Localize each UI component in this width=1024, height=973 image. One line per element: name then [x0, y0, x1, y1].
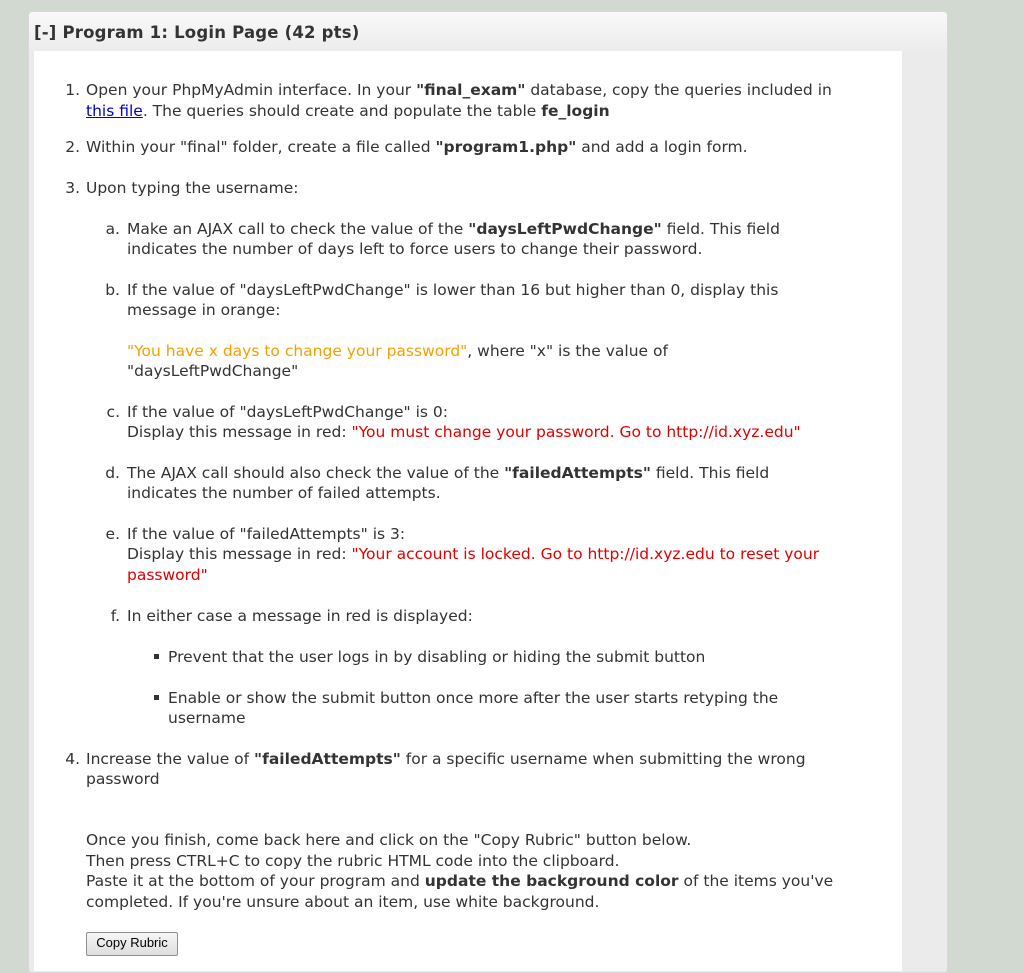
- orange-message: "You have x days to change your password": [127, 342, 468, 360]
- bullet-2-line-1: Enable or show the submit button once more after the user starts retyping the: [168, 689, 779, 707]
- substep-d-marker: d.: [105, 464, 120, 482]
- substep-a-marker: a.: [105, 220, 120, 238]
- substep-e-line-2: Display this message in red: "Your account is locked. Go to http://id.xyz.edu to reset your: [127, 545, 820, 563]
- substep-e-line-3: password": [127, 566, 208, 584]
- bullet-icon: [154, 695, 159, 700]
- footer-line-1: Once you finish, come back here and click on the "Copy Rubric" button below.: [86, 831, 692, 849]
- substep-c-line-2: Display this message in red: "You must change your password. Go to http://id.xyz.edu": [127, 423, 801, 441]
- step-1-marker: 1.: [65, 81, 80, 99]
- footer-line-2: Then press CTRL+C to copy the rubric HTML code into the clipboard.: [86, 852, 620, 870]
- substep-a-line-1: Make an AJAX call to check the value of the "daysLeftPwdChange" field. This field: [127, 220, 780, 238]
- substep-f-line-1: In either case a message in red is displayed:: [127, 607, 473, 625]
- footer-line-4: completed. If you're unsure about an item, use white background.: [86, 893, 600, 911]
- substep-a-line-2: indicates the number of days left to force users to change their password.: [127, 240, 703, 258]
- panel-header[interactable]: [29, 12, 947, 52]
- step-4-line-2: password: [86, 770, 160, 788]
- step-2-line-1: Within your "final" folder, create a file called "program1.php" and add a login form.: [86, 138, 748, 156]
- substep-b-marker: b.: [105, 281, 120, 299]
- panel-title[interactable]: [-] Program 1: Login Page (42 pts): [34, 23, 360, 42]
- substep-c-marker: c.: [106, 403, 120, 421]
- substep-b-line-3: "You have x days to change your password", where "x" is the value of: [127, 342, 668, 360]
- substep-c-line-1: If the value of "daysLeftPwdChange" is 0:: [127, 403, 448, 421]
- substep-f-marker: f.: [110, 607, 120, 625]
- copy-rubric-button[interactable]: Copy Rubric: [86, 932, 178, 956]
- bullet-icon: [154, 654, 159, 659]
- step-2-marker: 2.: [65, 138, 80, 156]
- step-1-line-1: Open your PhpMyAdmin interface. In your "final_exam" database, copy the queries included in: [86, 81, 832, 99]
- step-3-marker: 3.: [65, 179, 80, 197]
- red-message-change-password: "You must change your password. Go to http://id.xyz.edu": [351, 423, 801, 441]
- substep-d-line-2: indicates the number of failed attempts.: [127, 484, 441, 502]
- step-4-marker: 4.: [65, 750, 80, 768]
- this-file-link[interactable]: this file: [86, 102, 143, 120]
- step-4-line-1: Increase the value of "failedAttempts" for a specific username when submitting the wrong: [86, 750, 806, 768]
- substep-e-line-1: If the value of "failedAttempts" is 3:: [127, 525, 406, 543]
- footer-line-3: Paste it at the bottom of your program and update the background color of the items you've: [86, 872, 834, 890]
- bullet-2-line-2: username: [168, 709, 246, 727]
- substep-b-line-2: message in orange:: [127, 301, 281, 319]
- substep-d-line-1: The AJAX call should also check the value of the "failedAttempts" field. This field: [127, 464, 770, 482]
- red-message-account-locked: "Your account is locked. Go to http://id.xyz.edu to reset your: [351, 545, 820, 563]
- step-1-line-2: this file. The queries should create and populate the table fe_login: [86, 102, 610, 120]
- substep-e-marker: e.: [105, 525, 120, 543]
- substep-b-line-1: If the value of "daysLeftPwdChange" is lower than 16 but higher than 0, display this: [127, 281, 779, 299]
- bullet-1-text: Prevent that the user logs in by disabling or hiding the submit button: [168, 648, 706, 666]
- substep-b-line-4: "daysLeftPwdChange": [127, 362, 299, 380]
- step-3-line-1: Upon typing the username:: [86, 179, 299, 197]
